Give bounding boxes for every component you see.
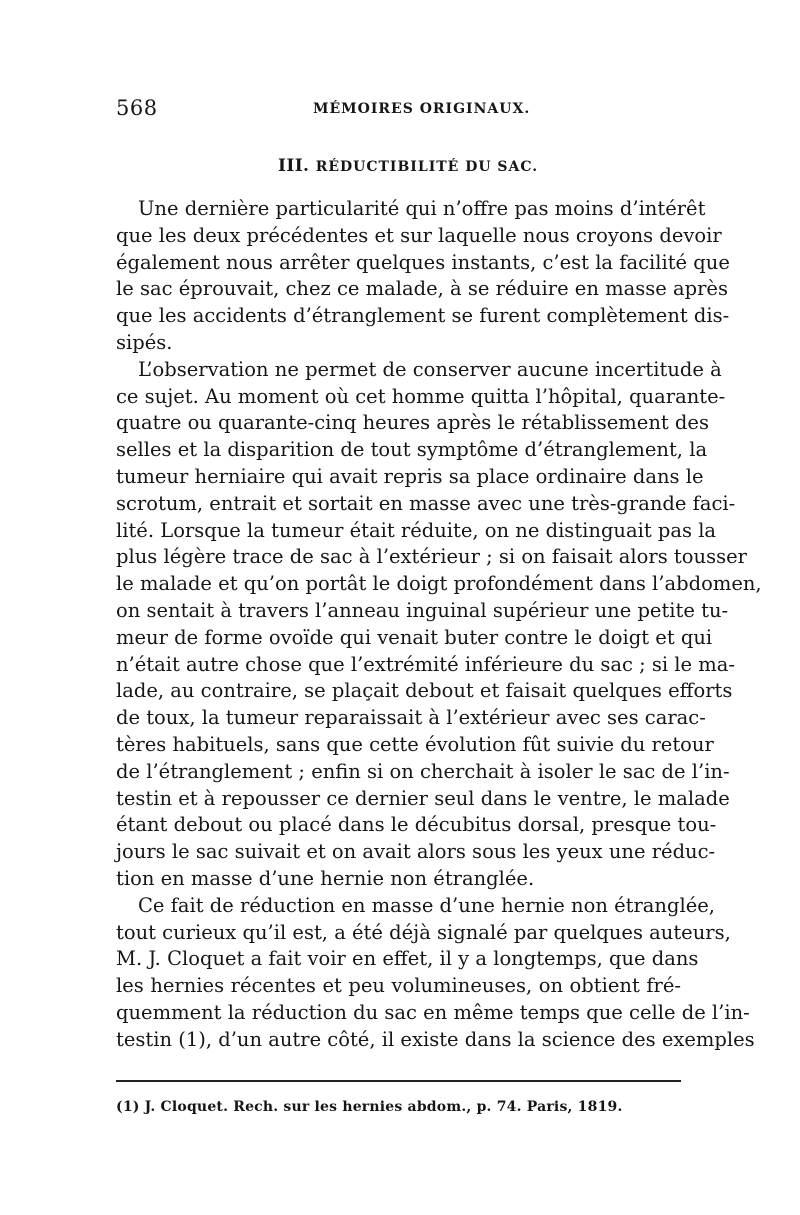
text-line: M. J. Cloquet a fait voir en effet, il y a longtemps, que dans (116, 947, 699, 971)
text-line: quatre ou quarante-cinq heures après le rétablissement des (116, 411, 709, 435)
page-number: 568 (116, 96, 158, 120)
text-line: testin et à repousser ce dernier seul dans le ventre, le malade (116, 786, 730, 810)
text-line: Une dernière particularité qui n’offre pas moins d’intérêt (138, 197, 706, 220)
text-line: de toux, la tumeur reparaissait à l’extérieur avec ses carac- (116, 706, 706, 730)
text-line: lade, au contraire, se plaçait debout et faisait quelques efforts (116, 679, 733, 703)
text-line: selles et la disparition de tout symptôme d’étranglement, la (116, 438, 708, 462)
text-line: testin (1), d’un autre côté, il existe dans la science des exemples (116, 1027, 755, 1051)
text-line: plus légère trace de sac à l’extérieur ; si on faisait alors tousser (116, 545, 747, 569)
text-line: scrotum, entrait et sortait en masse avec une très-grande faci- (116, 491, 736, 515)
text-line: également nous arrêter quelques instants, c’est la facilité que (116, 250, 730, 274)
text-line: meur de forme ovoïde qui venait buter contre le doigt et qui (116, 625, 713, 649)
text-line: de l’étranglement ; enfin si on cherchait à isoler le sac de l’in- (116, 759, 730, 783)
text-line: tumeur herniaire qui avait repris sa place ordinaire dans le (116, 464, 704, 488)
footnote: (1) J. Cloquet. Rech. sur les hernies abdom., p. 74. Paris, 1819. (116, 1099, 623, 1115)
text-line: ce sujet. Au moment où cet homme quitta l’hôpital, quarante- (116, 384, 726, 408)
text-line: que les accidents d’étranglement se furent complètement dis- (116, 304, 730, 328)
running-head: MÉMOIRES ORIGINAUX. (313, 101, 531, 117)
footnote-rule (116, 1080, 681, 1082)
text-line: lité. Lorsque la tumeur était réduite, on ne distinguait pas la (116, 518, 717, 542)
text-line: tères habituels, sans que cette évolution fût suivie du retour (116, 732, 714, 756)
text-line: que les deux précédentes et sur laquelle nous croyons devoir (116, 223, 722, 247)
text-line: le sac éprouvait, chez ce malade, à se réduire en masse après (116, 277, 728, 301)
body-text (116, 196, 762, 1054)
text-line: le malade et qu’on portât le doigt profondément dans l’abdomen, (116, 572, 762, 596)
text-line: les hernies récentes et peu volumineuses, on obtient fré- (116, 974, 681, 998)
text-line: tout curieux qu’il est, a été déjà signalé par quelques auteurs, (116, 920, 731, 944)
text-line: jours le sac suivait et on avait alors sous les yeux une réduc- (116, 840, 716, 864)
text-line: tion en masse d’une hernie non étranglée. (116, 866, 535, 890)
text-line: L’observation ne permet de conserver aucune incertitude à (138, 357, 722, 381)
section-title-text: RÉDUCTIBILITÉ DU SAC. (315, 159, 539, 175)
text-line: Ce fait de réduction en masse d’une hernie non étranglée, (138, 893, 715, 917)
text-line: étant debout ou placé dans le décubitus dorsal, presque tou- (116, 813, 717, 837)
text-line: sipés. (116, 330, 173, 354)
section-numeral: III. (278, 156, 310, 176)
text-line: on sentait à travers l’anneau inguinal supérieur une petite tu- (116, 598, 729, 622)
text-line: quemment la réduction du sac en même temps que celle de l’in- (116, 1000, 750, 1024)
section-heading (278, 156, 538, 176)
text-line: n’était autre chose que l’extrémité inférieure du sac ; si le ma- (116, 652, 735, 676)
